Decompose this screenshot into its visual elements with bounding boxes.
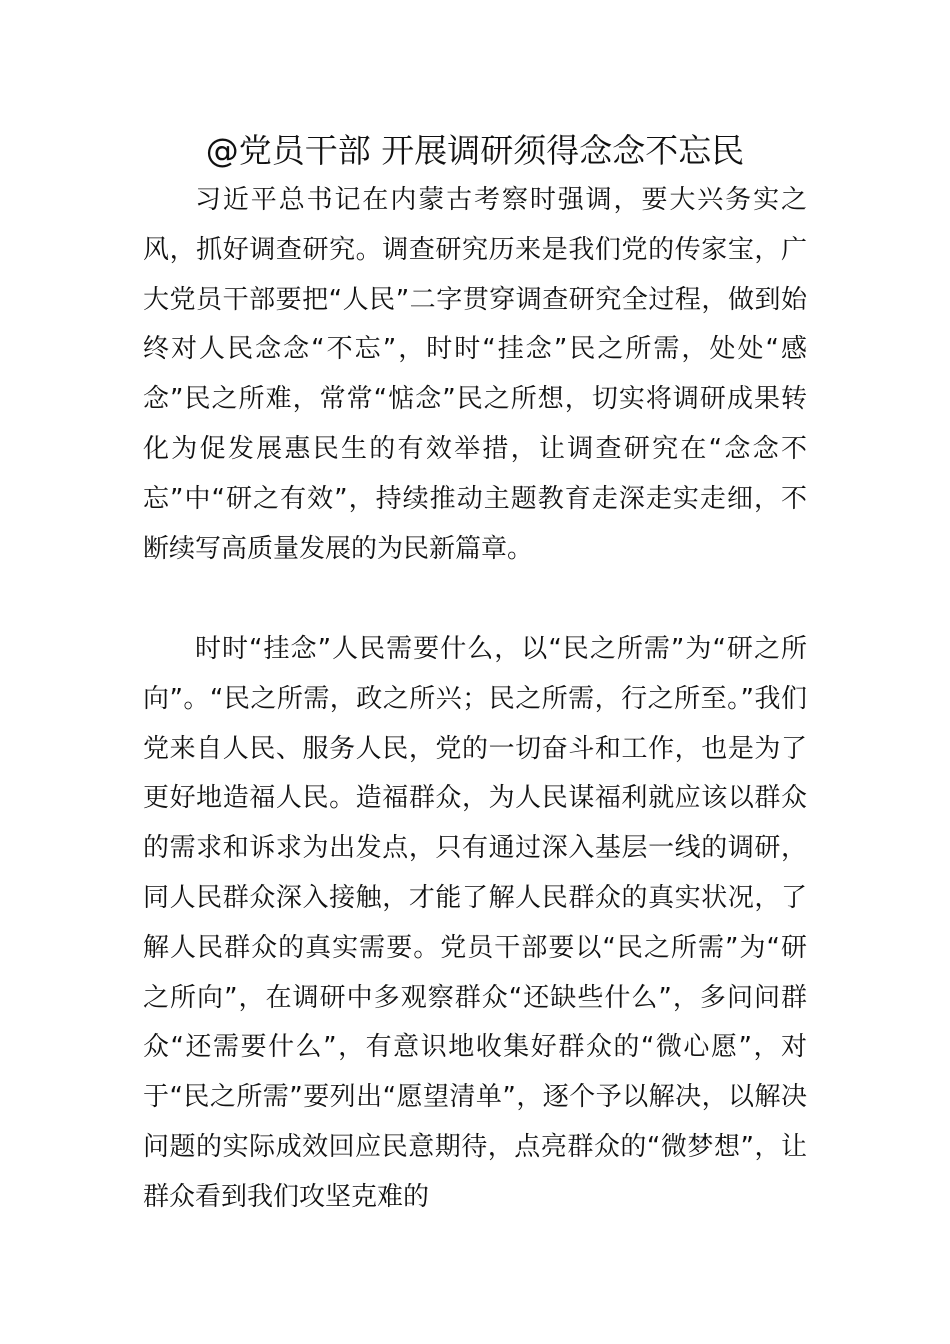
body-paragraph-1: 习近平总书记在内蒙古考察时强调，要大兴务实之风，抓好调查研究。调查研究历来是我们党的传家宝，广大党员干部要把“人民”二字贯穿调查研究全过程，做到始终对人民念念“不忘”，时时“挂念”民之所需，处处“感念”民之所难，常常“惦念”民之所想，切实将调研成果转化为促发展惠民生的有效举措，让调查研究在“念念不忘”中“研之有效”，持续推动主题教育走深走实走细，不断续写高质量发展的为民新篇章。 <box>143 185 807 564</box>
document-title: @党员干部 开展调研须得念念不忘民 <box>205 131 745 170</box>
body-paragraph-2: 时时“挂念”人民需要什么，以“民之所需”为“研之所向”。“民之所需，政之所兴；民之所需，行之所至。”我们党来自人民、服务人民，党的一切奋斗和工作，也是为了更好地造福人民。造福群众，为人民谋福利就应该以群众的需求和诉求为出发点，只有通过深入基层一线的调研，同人民群众深入接触，才能了解人民群众的真实状况，了解人民群众的真实需要。党员干部要以“民之所需”为“研之所向”，在调研中多观察群众“还缺些什么”，多问问群众“还需要什么”，有意识地收集好群众的“微心愿”，对于“民之所需”要列出“愿望清单”，逐个予以解决，以解决问题的实际成效回应民意期待，点亮群众的“微梦想”，让群众看到我们攻坚克难的 <box>143 634 807 1212</box>
